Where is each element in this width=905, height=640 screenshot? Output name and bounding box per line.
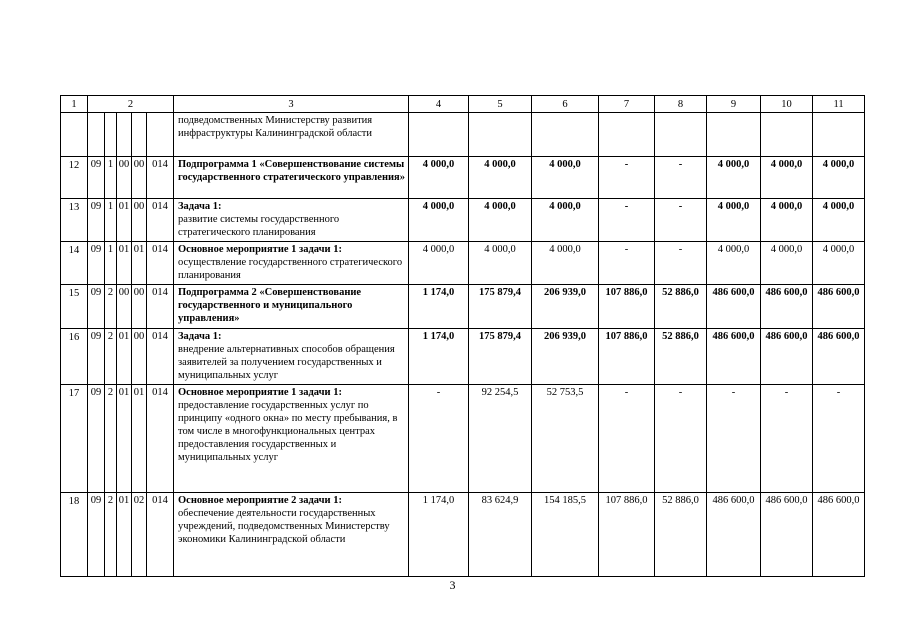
code-subprogram: 2 <box>105 493 117 577</box>
header-col-4: 4 <box>409 96 469 113</box>
value-col-8: 52 886,0 <box>655 329 707 385</box>
value-col-7: 107 886,0 <box>599 329 655 385</box>
code-department: 014 <box>147 285 174 329</box>
description-body: осуществление государственного стратегического планирования <box>178 257 403 281</box>
value-col-5 <box>469 113 532 157</box>
value-col-9: 4 000,0 <box>707 199 761 242</box>
code-event: 02 <box>132 493 147 577</box>
value-col-6: 4 000,0 <box>532 157 599 199</box>
header-col-8: 8 <box>655 96 707 113</box>
value-col-10 <box>761 113 813 157</box>
value-col-9: 486 600,0 <box>707 493 761 577</box>
value-col-9: 486 600,0 <box>707 285 761 329</box>
table-row <box>61 242 865 285</box>
value-col-9: - <box>707 385 761 493</box>
description-title: Основное мероприятие 1 задачи 1: <box>178 244 342 255</box>
value-col-8: - <box>655 242 707 285</box>
code-section: 09 <box>88 285 105 329</box>
page-number: 3 <box>449 578 456 592</box>
code-task: 01 <box>117 199 132 242</box>
value-col-11: 486 600,0 <box>813 285 865 329</box>
description-body: развитие системы государственного стратегического планирования <box>178 214 340 238</box>
header-col-5: 5 <box>469 96 532 113</box>
code-subprogram: 2 <box>105 385 117 493</box>
row-description <box>174 329 409 385</box>
value-col-9: 486 600,0 <box>707 329 761 385</box>
code-event <box>132 113 147 157</box>
code-subprogram <box>105 113 117 157</box>
code-subprogram: 1 <box>105 157 117 199</box>
value-col-6: 206 939,0 <box>532 285 599 329</box>
code-event: 01 <box>132 242 147 285</box>
row-number: 14 <box>61 242 88 285</box>
value-col-8: 52 886,0 <box>655 285 707 329</box>
description-title: Подпрограмма 2 «Совершенствование государственного и муниципального управления» <box>178 287 362 324</box>
value-col-10: 486 600,0 <box>761 285 813 329</box>
value-col-7: - <box>599 385 655 493</box>
value-col-9: 4 000,0 <box>707 242 761 285</box>
value-col-6 <box>532 113 599 157</box>
row-number: 18 <box>61 493 88 577</box>
description-body: предоставление государственных услуг по принципу «одного окна» по месту пребывания, в том числе в многофункциональных центрах предоставления государственных и муниципальных услуг <box>178 400 398 463</box>
code-subprogram: 2 <box>105 285 117 329</box>
description-title: Основное мероприятие 1 задачи 1: <box>178 387 342 398</box>
code-task: 01 <box>117 493 132 577</box>
code-department: 014 <box>147 242 174 285</box>
code-section <box>88 113 105 157</box>
value-col-10: - <box>761 385 813 493</box>
table-row <box>61 329 865 385</box>
value-col-10: 4 000,0 <box>761 157 813 199</box>
row-description <box>174 285 409 329</box>
table-row <box>61 493 865 577</box>
value-col-4: 1 174,0 <box>409 285 469 329</box>
value-col-8: 52 886,0 <box>655 493 707 577</box>
code-section: 09 <box>88 385 105 493</box>
header-col-9: 9 <box>707 96 761 113</box>
value-col-6: 154 185,5 <box>532 493 599 577</box>
value-col-7: - <box>599 199 655 242</box>
header-col-7: 7 <box>599 96 655 113</box>
header-col-11: 11 <box>813 96 865 113</box>
row-description <box>174 199 409 242</box>
table-row <box>61 113 865 157</box>
description-title: Основное мероприятие 2 задачи 1: <box>178 495 342 506</box>
row-description <box>174 385 409 493</box>
value-col-4: 4 000,0 <box>409 157 469 199</box>
code-event: 00 <box>132 157 147 199</box>
code-task: 01 <box>117 242 132 285</box>
description-body: подведомственных Министерству развития инфраструктуры Калининградской области <box>178 115 373 139</box>
value-col-11: 486 600,0 <box>813 493 865 577</box>
code-department <box>147 113 174 157</box>
row-number: 16 <box>61 329 88 385</box>
value-col-5: 4 000,0 <box>469 242 532 285</box>
description-body: обеспечение деятельности государственных учреждений, подведомственных Министерству экономики Калининградской области <box>178 508 390 545</box>
header-col-1: 1 <box>61 96 88 113</box>
value-col-8: - <box>655 385 707 493</box>
code-task: 00 <box>117 285 132 329</box>
value-col-10: 486 600,0 <box>761 329 813 385</box>
table-row <box>61 157 865 199</box>
value-col-5: 92 254,5 <box>469 385 532 493</box>
description-title: Задача 1: <box>178 201 222 212</box>
code-subprogram: 1 <box>105 199 117 242</box>
value-col-5: 4 000,0 <box>469 199 532 242</box>
program-funding-table <box>60 95 865 577</box>
code-event: 00 <box>132 329 147 385</box>
code-department: 014 <box>147 385 174 493</box>
code-department: 014 <box>147 157 174 199</box>
row-description <box>174 242 409 285</box>
value-col-6: 4 000,0 <box>532 199 599 242</box>
value-col-5: 175 879,4 <box>469 329 532 385</box>
row-description <box>174 113 409 157</box>
value-col-10: 4 000,0 <box>761 199 813 242</box>
value-col-11: 4 000,0 <box>813 157 865 199</box>
value-col-6: 4 000,0 <box>532 242 599 285</box>
row-number: 15 <box>61 285 88 329</box>
row-description <box>174 157 409 199</box>
header-col-3: 3 <box>174 96 409 113</box>
header-col-2: 2 <box>88 96 174 113</box>
code-event: 00 <box>132 285 147 329</box>
value-col-7: 107 886,0 <box>599 493 655 577</box>
row-number: 13 <box>61 199 88 242</box>
code-subprogram: 2 <box>105 329 117 385</box>
value-col-11: 4 000,0 <box>813 242 865 285</box>
header-row <box>61 96 865 113</box>
code-task: 01 <box>117 385 132 493</box>
value-col-9 <box>707 113 761 157</box>
code-section: 09 <box>88 493 105 577</box>
value-col-4: - <box>409 385 469 493</box>
value-col-11: - <box>813 385 865 493</box>
value-col-7: 107 886,0 <box>599 285 655 329</box>
value-col-8: - <box>655 199 707 242</box>
row-description <box>174 493 409 577</box>
code-event: 01 <box>132 385 147 493</box>
value-col-10: 4 000,0 <box>761 242 813 285</box>
description-title: Подпрограмма 1 «Совершенствование системы государственного стратегического управления» <box>178 159 405 183</box>
value-col-4 <box>409 113 469 157</box>
value-col-4: 4 000,0 <box>409 199 469 242</box>
value-col-10: 486 600,0 <box>761 493 813 577</box>
code-task: 00 <box>117 157 132 199</box>
row-number: 12 <box>61 157 88 199</box>
value-col-5: 4 000,0 <box>469 157 532 199</box>
value-col-4: 4 000,0 <box>409 242 469 285</box>
value-col-7 <box>599 113 655 157</box>
value-col-6: 206 939,0 <box>532 329 599 385</box>
row-number: 17 <box>61 385 88 493</box>
value-col-7: - <box>599 157 655 199</box>
value-col-4: 1 174,0 <box>409 493 469 577</box>
table-row <box>61 199 865 242</box>
value-col-4: 1 174,0 <box>409 329 469 385</box>
value-col-7: - <box>599 242 655 285</box>
code-department: 014 <box>147 199 174 242</box>
code-task <box>117 113 132 157</box>
value-col-5: 175 879,4 <box>469 285 532 329</box>
code-subprogram: 1 <box>105 242 117 285</box>
table-row <box>61 285 865 329</box>
value-col-8: - <box>655 157 707 199</box>
code-section: 09 <box>88 242 105 285</box>
code-section: 09 <box>88 157 105 199</box>
value-col-5: 83 624,9 <box>469 493 532 577</box>
code-department: 014 <box>147 329 174 385</box>
header-col-6: 6 <box>532 96 599 113</box>
row-number <box>61 113 88 157</box>
table-row <box>61 385 865 493</box>
value-col-6: 52 753,5 <box>532 385 599 493</box>
value-col-11: 4 000,0 <box>813 199 865 242</box>
code-department: 014 <box>147 493 174 577</box>
code-section: 09 <box>88 199 105 242</box>
header-col-10: 10 <box>761 96 813 113</box>
value-col-11 <box>813 113 865 157</box>
code-event: 00 <box>132 199 147 242</box>
value-col-9: 4 000,0 <box>707 157 761 199</box>
value-col-8 <box>655 113 707 157</box>
description-title: Задача 1: <box>178 331 222 342</box>
value-col-11: 486 600,0 <box>813 329 865 385</box>
description-body: внедрение альтернативных способов обращения заявителей за получением государственных и муниципальных услуг <box>178 344 395 381</box>
code-section: 09 <box>88 329 105 385</box>
code-task: 01 <box>117 329 132 385</box>
